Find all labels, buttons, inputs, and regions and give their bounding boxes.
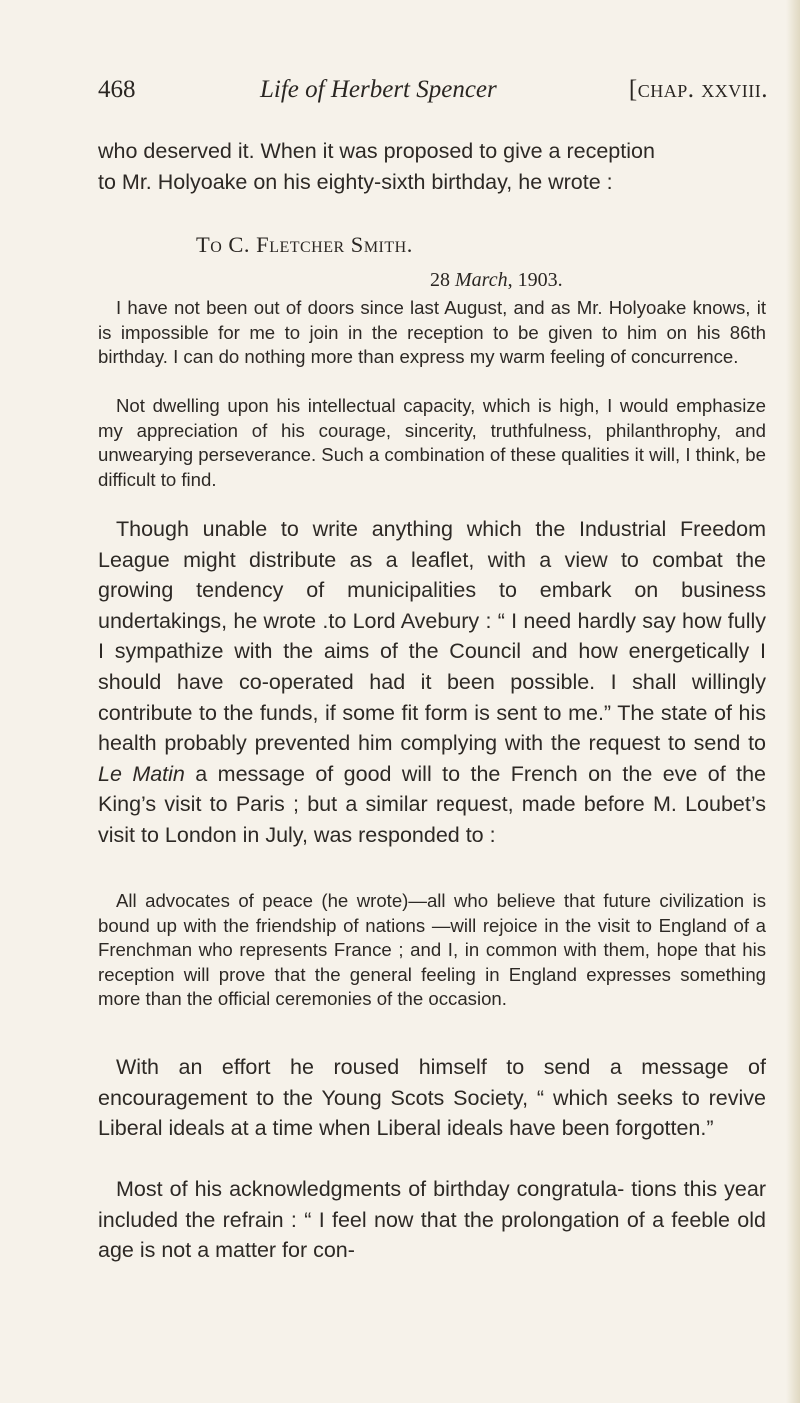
running-title: Life of Herbert Spencer bbox=[260, 76, 497, 103]
intro-line-2: to Mr. Holyoake on his eighty-sixth birthday, he wrote : bbox=[98, 169, 613, 194]
date-month: March bbox=[455, 269, 508, 291]
running-header bbox=[98, 76, 768, 116]
quoted-letter: All advocates of peace (he wrote)—all who believe that future civilization is bound up with the friendship of nations —will rejoice in the visit to England of a Frenchman who represents France ; and I, in common with them, hope that his reception will prove that the general feeling in England expresses something more than the official ceremonies of the occasion. bbox=[98, 890, 766, 1010]
body-paragraph-2: With an effort he roused himself to send a message of encouragement to the Young Scots Society, “ which seeks to revive Liberal ideals at a time when Liberal ideals have been forgotten.” bbox=[98, 1055, 766, 1141]
date-year: , 1903. bbox=[507, 269, 563, 291]
body-paragraph-1 bbox=[98, 514, 766, 851]
chapter-label: [chap. xxviii. bbox=[628, 76, 768, 103]
body-paragraph-3: Most of his acknowledgments of birthday congratula- tions this year included the refrain : “ I feel now that the prolongation of a feeble old age is not a matter for con- bbox=[98, 1177, 766, 1263]
intro-line-1: who deserved it. When it was proposed to give a reception bbox=[98, 139, 655, 163]
letter-salutation: To C. Fletcher Smith. bbox=[196, 232, 413, 257]
letter-paragraph-2: Not dwelling upon his intellectual capacity, which is high, I would emphasize my appreciation of his courage, sincerity, truthfulness, philanthrophy, and unwearying perseverance. Such a combination of these qualities it will, I think, be difficult to find. bbox=[98, 395, 766, 490]
intro-paragraph bbox=[98, 136, 766, 197]
letter-paragraph-1: I have not been out of doors since last August, and as Mr. Holyoake knows, it is impossible for me to join in the reception to be given to him on his 86th birthday. I can do nothing more than express my warm feeling of concurrence. bbox=[98, 297, 766, 368]
body-paragraph-1-part-1: Though unable to write anything which the Industrial Freedom League might distribute as a leaflet, with a view to combat the growing tendency of municipalities to embark on business undertakings, he wrote .to Lord Avebury : “ I need hardly say how fully I sympathize with the aims of the Council and how energetically I should have co-operated had it been possible. I shall willingly contribute to the funds, if some fit form is sent to me.” The state of his health probably prevented him complying with the request to send to bbox=[98, 517, 766, 756]
page-edge-shadow bbox=[786, 0, 800, 1403]
letter-date bbox=[430, 269, 563, 292]
date-day: 28 bbox=[430, 269, 455, 291]
page-number: 468 bbox=[98, 76, 136, 103]
body-paragraph-1-part-2: a message of good will to the French on the eve of the King’s visit to Paris ; but a similar request, made before M. Loubet’s visit to London in July, was responded to : bbox=[98, 761, 766, 847]
newspaper-title: Le Matin bbox=[98, 761, 185, 786]
